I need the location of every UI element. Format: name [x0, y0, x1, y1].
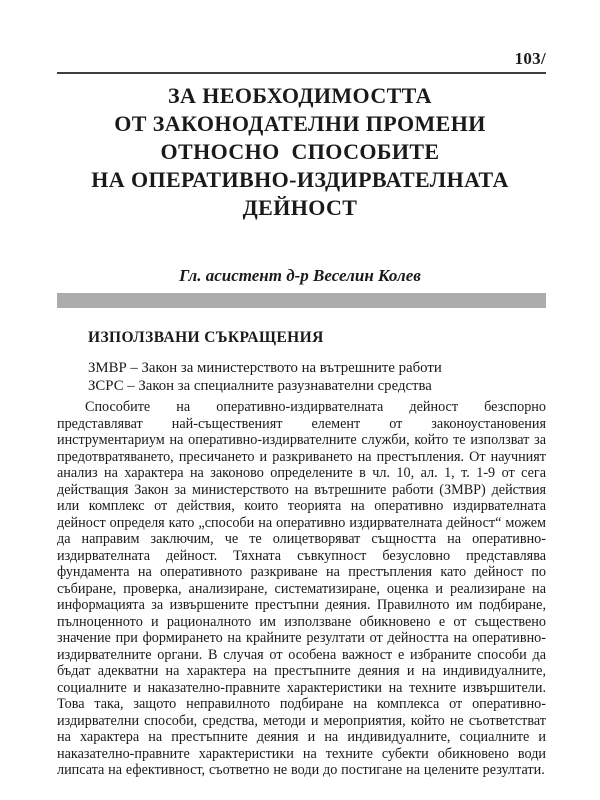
header-rule [57, 72, 546, 74]
abbreviation-item: ЗСРС – Закон за специалните разузнавателни средства [88, 378, 432, 394]
title-line: НА ОПЕРАТИВНО-ИЗДИРВАТЕЛНАТА [91, 167, 509, 192]
article-title [40, 82, 560, 222]
title-line: ЗА НЕОБХОДИМОСТТА [168, 83, 432, 108]
page-number: 103/ [514, 49, 546, 68]
body-paragraph: Способите на оперативно-издирвателната дейност безспорно представляват най-същественият елемент от законоустановения инструментариум на оперативно-издирвателните служби, който те използват за предотвратяването, пресичането и разкриването на престъпления. От научният анализ на характера на законово определените в чл. 10, ал. 1, т. 1-9 от сега действащия Закон за министерството на вътрешните работи (ЗМВР) действия или комплекс от действия, които теорията на оперативно издирвателната дейност определя като „способи на оперативно издирвателната дейност“ можем да направим заключим, че те олицетворяват същността на оперативно-издирвателната дейност. Тяхната съвкупност безусловно представлява фундамента на оперативното разкриване на престъпления като дейност по събиране, проверка, анализиране, систематизиране, оценка и реализиране на информацията за извършените престъпни деяния. Правилното им подбиране, пълноценното и рационалното им използване обикновено е от съществено значение при формирането на крайните резултати от дейността на оперативно-издирвателните органи. В случая от особена важност е избраните способи да бъдат адекватни на характера на престъпните деяния и на индивидуалните, социалните и наказателно-правните характеристики на техните извършители. Това така, защото неправилното подбиране на комплекса от оперативно-издирвателни способи, средства, методи и мероприятия, който не съответстват на характера на престъпните деяния и на индивидуалните, социалните и наказателно-правните характеристики на техните субекти обикновено води липсата на ефективност, съответно не води до постигане на целените резултати. [57, 399, 546, 778]
abbreviation-item: ЗМВР – Закон за министерството на вътрешните работи [88, 360, 442, 376]
abbreviations-heading: ИЗПОЛЗВАНИ СЪКРАЩЕНИЯ [88, 329, 324, 346]
title-line: ДЕЙНОСТ [242, 195, 358, 220]
author-line: Гл. асистент д-р Веселин Колев [179, 266, 421, 285]
title-line: ОТ ЗАКОНОДАТЕЛНИ ПРОМЕНИ [114, 111, 486, 136]
title-line: ОТНОСНО СПОСОБИТЕ [160, 139, 440, 164]
abbreviations-section [88, 329, 546, 395]
separator-bar [57, 293, 546, 308]
